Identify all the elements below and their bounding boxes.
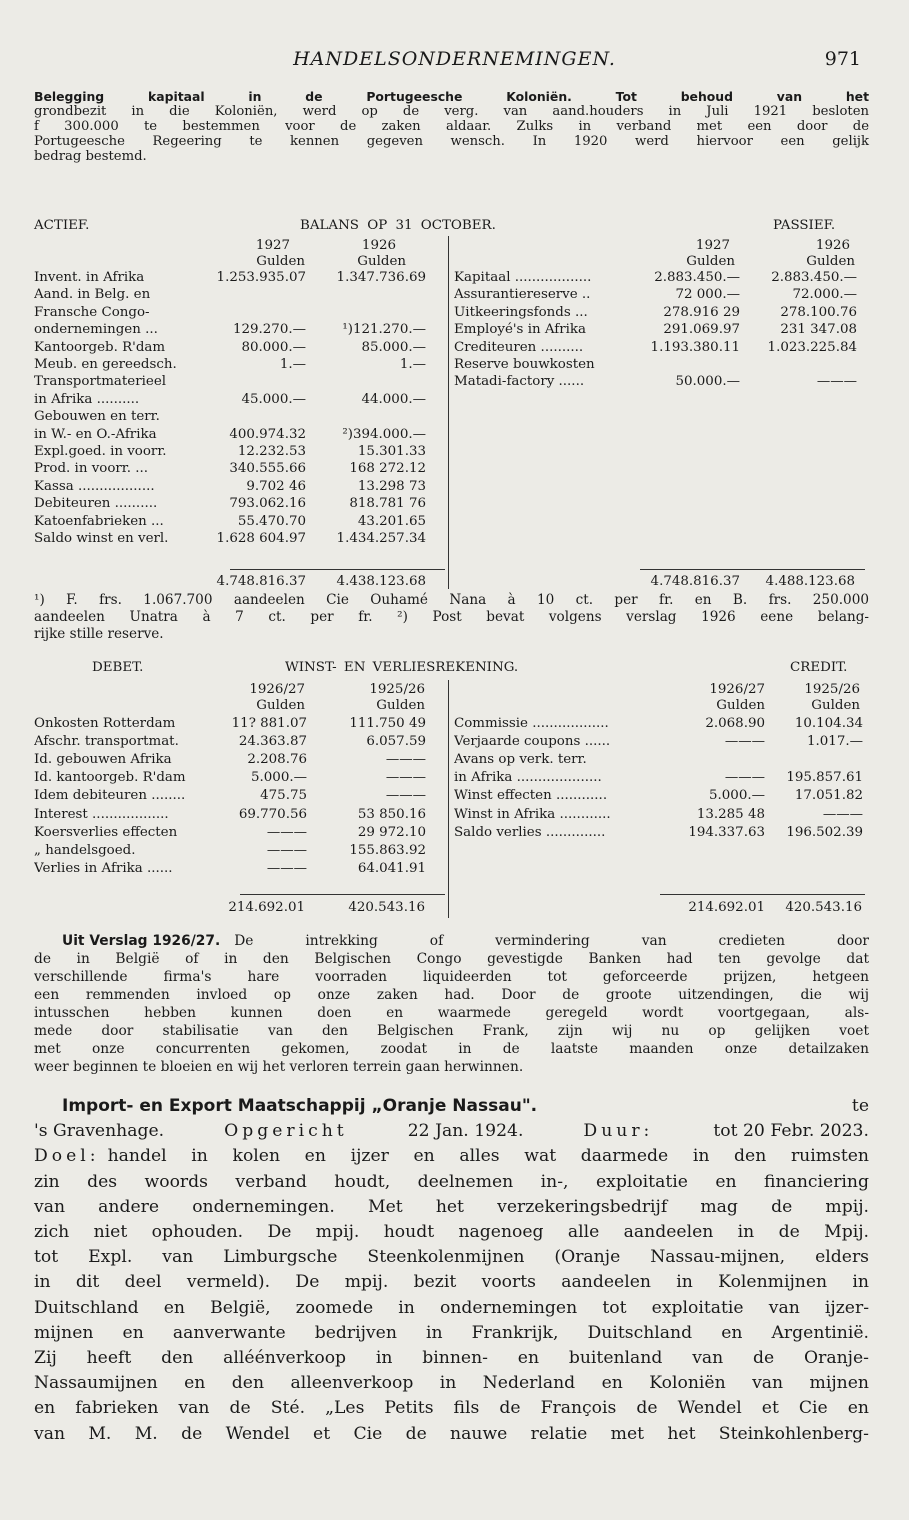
actief-row-value-b: 168 272.12 [349, 461, 426, 477]
report-line: met onze concurrenten gekomen, zoodat in de laatste maanden onze detailzaken [34, 1041, 869, 1057]
intro-line: grondbezit in die Koloniën, werd op de verg. van aand.houders in Juli 1921 besloten [34, 104, 869, 119]
company-line: Duitschland en België, zoomede in ondernemingen tot exploitatie van ijzer- [34, 1297, 869, 1318]
intro-line: bedrag bestemd. [34, 149, 147, 164]
passief-row-value-a: 1.193.380.11 [650, 339, 740, 355]
balance-right-unit-a: Gulden [686, 254, 735, 269]
credit-row-label: Verjaarde coupons ...... [454, 734, 611, 750]
footnote-line: ¹) F. frs. 1.067.700 aandeelen Cie Ouhamé Nana à 10 ct. per fr. en B. frs. 250.000 [34, 592, 869, 608]
debet-row-value-b: 6.057.59 [366, 734, 426, 750]
debet-row-value-a: 69.770.56 [238, 806, 307, 822]
credit-row-value-a: 5.000.— [709, 788, 765, 804]
pl-left-year-b: 1925/26 [369, 682, 425, 697]
passief-row-value-a: 72 000.— [675, 287, 740, 303]
debet-row-value-a: ——— [266, 860, 307, 876]
passief-row-value-b: 231 347.08 [780, 322, 857, 338]
company-line: Zij heeft den alléénverkoop in binnen- en buitenland van de Oranje- [34, 1348, 869, 1369]
pl-total-debet-a: 214.692.01 [228, 900, 305, 915]
actief-row-label: Debiteuren .......... [34, 496, 158, 512]
report-line: weer beginnen te bloeien en wij het verloren terrein gaan herwinnen. [34, 1059, 524, 1075]
credit-row-label: Avans op verk. terr. [454, 752, 587, 768]
actief-row-value-b: 1.347.736.69 [336, 270, 426, 285]
passief-row-value-b: 2.883.450.— [771, 270, 857, 285]
balance-title: BALANS OP 31 OCTOBER. [300, 218, 496, 233]
pl-right-title: CREDIT. [790, 660, 848, 675]
credit-row-value-b: 1.017.— [807, 734, 863, 750]
debet-row-value-a: 2.208.76 [247, 752, 307, 768]
actief-row-label: in Afrika .......... [34, 391, 140, 407]
actief-row-value-b: ²)394.000.— [342, 426, 426, 442]
debet-row-label: Verlies in Afrika ...... [34, 860, 173, 876]
actief-row-label: Invent. in Afrika [34, 270, 145, 285]
intro-line: Portugeesche Regeering te kennen gegeven wensch. In 1920 werd hiervoor een gelijk [34, 134, 869, 149]
passief-row-value-a: 50.000.— [675, 374, 740, 390]
actief-row-label: ondernemingen ... [34, 322, 158, 338]
actief-row-label: Prod. in voorr. ... [34, 461, 149, 477]
actief-row-value-a: 793.062.16 [229, 496, 306, 512]
report-first-line: De intrekking of vermindering van credieten door [234, 933, 869, 949]
balance-right-title: PASSIEF. [773, 218, 836, 233]
balance-total-passief-1926: 4.488.123.68 [765, 574, 855, 589]
credit-row-value-a: 13.285 48 [696, 806, 765, 822]
report-paragraph [34, 932, 869, 1076]
actief-row-value-a: 80.000.— [241, 339, 306, 355]
pl-left-year-a: 1926/27 [249, 682, 305, 697]
passief-row-label: Kapitaal .................. [454, 270, 592, 285]
debet-row-label: Interest .................. [34, 806, 169, 822]
actief-row-value-a: 340.555.66 [229, 461, 306, 477]
actief-row-value-a: 55.470.70 [237, 513, 306, 529]
balance-right-year-a: 1927 [695, 238, 730, 253]
debet-row-value-a: 11? 881.07 [231, 716, 307, 731]
actief-row-value-a: 129.270.— [232, 322, 306, 338]
credit-row-value-a: ——— [724, 734, 765, 750]
balance-total-actief-1926: 4.438.123.68 [336, 574, 426, 589]
balance-right-year-b: 1926 [815, 238, 850, 253]
actief-row-value-a: 1.628 604.97 [216, 531, 306, 546]
debet-row-label: „ handelsgoed. [34, 842, 136, 858]
balance-left-year-b: 1926 [361, 238, 396, 253]
actief-row-value-b: ¹)121.270.— [342, 322, 426, 338]
page-number: 971 [824, 48, 861, 70]
pl-title: WINST- EN VERLIESREKENING. [285, 660, 519, 675]
actief-row-value-a: 9.702 46 [246, 478, 306, 494]
credit-row-label: Winst in Afrika ............ [454, 806, 611, 822]
company-line: mijnen en aanverwante bedrijven in Frankrijk, Duitschland en Argentinië. [34, 1322, 869, 1343]
passief-row-label: Employé's in Afrika [454, 322, 587, 338]
passief-row-value-a: 2.883.450.— [654, 270, 740, 285]
debet-row-value-b: ——— [385, 770, 426, 786]
report-line: de in België of in den Belgischen Congo gevestigde Banken had ten gevolge dat [34, 951, 869, 967]
credit-row-value-b: 195.857.61 [786, 770, 863, 786]
intro-paragraph [34, 89, 869, 164]
debet-row-label: Id. gebouwen Afrika [34, 752, 172, 768]
balance-left-unit-a: Gulden [256, 254, 305, 269]
intro-line: f 300.000 te bestemmen voor de zaken aldaar. Zulks in verband met een door de [34, 119, 869, 134]
pl-right-total-rule [660, 894, 865, 895]
credit-row-value-a: 194.337.63 [688, 824, 765, 840]
debet-row-value-a: 24.363.87 [238, 734, 307, 750]
company-duration-label: Duur: [583, 1121, 654, 1142]
company-line: Nassaumijnen en den alleenverkoop in Nederland en Koloniën van mijnen [34, 1373, 869, 1394]
pl-left-total-rule [240, 894, 445, 895]
report-lead: Uit Verslag 1926/27. [62, 933, 221, 949]
company-line: van M. M. de Wendel et Cie de nauwe relatie met het Steinkohlenberg- [34, 1423, 869, 1444]
pl-left-unit-a: Gulden [256, 698, 305, 713]
pl-total-credit-a: 214.692.01 [688, 900, 765, 915]
passief-row-label: Matadi-factory ...... [454, 374, 585, 390]
pl-divider [448, 680, 449, 918]
report-line: mede door stabilisatie van den Belgischen Frank, zijn wij nu op gelijken voet [34, 1023, 869, 1039]
passief-row-label: Uitkeeringsfonds ... [454, 304, 588, 320]
debet-row-value-b: 111.750 49 [349, 716, 426, 731]
footnote-line: rijke stille reserve. [34, 626, 164, 642]
company-founded-label: Opgericht [224, 1121, 348, 1142]
pl-right-year-a: 1926/27 [709, 682, 765, 697]
balance-total-passief-1927: 4.748.816.37 [650, 574, 740, 589]
balance-left-total-rule [230, 569, 445, 570]
balance-total-actief-1927: 4.748.816.37 [216, 574, 306, 589]
company-line: in dit deel vermeld). De mpij. bezit voorts aandeelen in Kolenmijnen in [34, 1272, 869, 1293]
actief-row-value-b: 43.201.65 [357, 513, 426, 529]
actief-row-value-b: 1.— [399, 357, 426, 372]
actief-row-value-b: 15.301.33 [357, 444, 426, 459]
actief-row-label: Saldo winst en verl. [34, 531, 169, 546]
actief-row-value-a: 400.974.32 [229, 426, 306, 442]
pl-left-unit-b: Gulden [376, 698, 425, 713]
debet-row-value-b: ——— [385, 788, 426, 804]
pl-right-unit-a: Gulden [716, 698, 765, 713]
credit-row-label: in Afrika .................... [454, 770, 602, 786]
intro-line: Belegging kapitaal in de Portugeesche Koloniën. Tot behoud van het [34, 89, 869, 104]
debet-row-value-a: ——— [266, 824, 307, 840]
debet-row-value-b: 29 972.10 [357, 824, 426, 840]
company-duration-value: tot 20 Febr. 2023. [713, 1121, 869, 1142]
company-paragraph [34, 1094, 869, 1447]
actief-row-label: Fransche Congo- [34, 304, 150, 320]
pl-right-unit-b: Gulden [811, 698, 860, 713]
credit-row-value-b: 10.104.34 [794, 716, 863, 731]
company-first-line-rest: te [851, 1096, 869, 1116]
debet-row-value-b: ——— [385, 752, 426, 768]
passief-row-value-b: 72.000.— [792, 287, 857, 303]
debet-row-value-a: 5.000.— [251, 770, 307, 786]
debet-row-value-b: 155.863.92 [349, 842, 426, 858]
company-line: van andere ondernemingen. Met het verzekeringsbedrijf mag de mpij. [34, 1196, 869, 1217]
company-purpose-text: handel in kolen en ijzer en alles wat daarmede in den ruimsten [107, 1146, 869, 1167]
company-founded-date: 22 Jan. 1924. [407, 1121, 524, 1142]
debet-row-value-b: 64.041.91 [357, 860, 426, 876]
actief-row-label: Katoenfabrieken ... [34, 513, 164, 529]
actief-row-label: Aand. in Belg. en [34, 287, 151, 303]
actief-row-value-b: 818.781 76 [349, 496, 426, 512]
passief-row-value-b: 278.100.76 [780, 304, 857, 320]
debet-row-label: Idem debiteuren ........ [34, 788, 186, 804]
company-line: zich niet ophouden. De mpij. houdt nagenoeg alle aandeelen in de Mpij. [34, 1222, 869, 1243]
actief-row-label: Kassa .................. [34, 478, 155, 494]
pl-total-credit-b: 420.543.16 [785, 900, 862, 915]
actief-row-label: Expl.goed. in voorr. [34, 444, 167, 459]
passief-row-label: Reserve bouwkosten [454, 357, 595, 372]
actief-row-value-a: 1.— [279, 357, 306, 372]
debet-row-label: Id. kantoorgeb. R'dam [34, 770, 186, 786]
footnote-line: aandeelen Unatra à 7 ct. per fr. ²) Post bevat volgens verslag 1926 eene belang- [34, 609, 869, 625]
credit-row-value-a: ——— [724, 770, 765, 786]
debet-row-label: Afschr. transportmat. [34, 734, 179, 750]
credit-row-value-b: 17.051.82 [794, 788, 863, 804]
actief-row-label: in W.- en O.-Afrika [34, 426, 157, 442]
pl-left-title: DEBET. [92, 660, 144, 675]
actief-row-value-b: 44.000.— [361, 391, 426, 407]
company-seat: 's Gravenhage. [34, 1121, 165, 1142]
pl-total-debet-b: 420.543.16 [348, 900, 425, 915]
balance-divider [448, 236, 449, 589]
passief-row-value-b: 1.023.225.84 [767, 339, 857, 355]
credit-row-value-b: 196.502.39 [786, 824, 863, 840]
actief-row-value-b: 1.434.257.34 [336, 531, 426, 546]
company-purpose-label: Doel: [34, 1146, 100, 1167]
running-header: HANDELSONDERNEMINGEN. [293, 48, 616, 70]
debet-row-value-a: ——— [266, 842, 307, 858]
credit-row-label: Winst effecten ............ [454, 788, 608, 804]
passief-row-value-b: ——— [816, 374, 857, 390]
balance-left-title: ACTIEF. [34, 218, 90, 233]
actief-row-label: Transportmaterieel [34, 374, 167, 390]
balance-left-unit-b: Gulden [357, 254, 406, 269]
company-line: zin des woords verband houdt, deelnemen in-, exploitatie en financiering [34, 1171, 869, 1192]
actief-row-label: Kantoorgeb. R'dam [34, 339, 166, 355]
credit-row-value-a: 2.068.90 [705, 716, 765, 731]
pl-right-year-b: 1925/26 [804, 682, 860, 697]
actief-row-value-b: 13.298 73 [357, 478, 426, 494]
credit-row-label: Commissie .................. [454, 716, 609, 731]
balance-footnotes [34, 592, 869, 643]
actief-row-value-a: 1.253.935.07 [216, 270, 306, 285]
report-line: verschillende firma's hare voorraden liquideerden tot geforceerde prijzen, hetgeen [34, 969, 869, 985]
actief-row-label: Gebouwen en terr. [34, 409, 160, 425]
passief-row-label: Crediteuren .......... [454, 339, 584, 355]
report-line: een remmenden invloed op onze zaken had. Door de groote uitzendingen, die wij [34, 987, 869, 1003]
actief-row-value-a: 12.232.53 [237, 444, 306, 459]
actief-row-label: Meub. en gereedsch. [34, 357, 177, 372]
company-line: tot Expl. van Limburgsche Steenkolenmijnen (Oranje Nassau-mijnen, elders [34, 1247, 869, 1268]
balance-left-year-a: 1927 [255, 238, 290, 253]
credit-row-label: Saldo verlies .............. [454, 824, 606, 840]
passief-row-value-a: 278.916 29 [663, 304, 740, 320]
passief-row-label: Assurantiereserve .. [454, 287, 591, 303]
debet-row-value-b: 53 850.16 [357, 806, 426, 822]
passief-row-value-a: 291.069.97 [663, 322, 740, 338]
balance-right-unit-b: Gulden [806, 254, 855, 269]
report-line: intusschen hebben kunnen doen en waarmede geregeld wordt voortgegaan, als- [34, 1005, 869, 1021]
debet-row-label: Onkosten Rotterdam [34, 716, 176, 731]
actief-row-value-b: 85.000.— [361, 339, 426, 355]
company-line: en fabrieken van de Sté. „Les Petits fils de François de Wendel et Cie en [34, 1398, 869, 1419]
debet-row-label: Koersverlies effecten [34, 824, 178, 840]
actief-row-value-a: 45.000.— [241, 391, 306, 407]
balance-right-total-rule [640, 569, 865, 570]
credit-row-value-b: ——— [822, 806, 863, 822]
company-name: Import- en Export Maatschappij „Oranje Nassau". [62, 1096, 538, 1116]
debet-row-value-a: 475.75 [260, 788, 307, 804]
